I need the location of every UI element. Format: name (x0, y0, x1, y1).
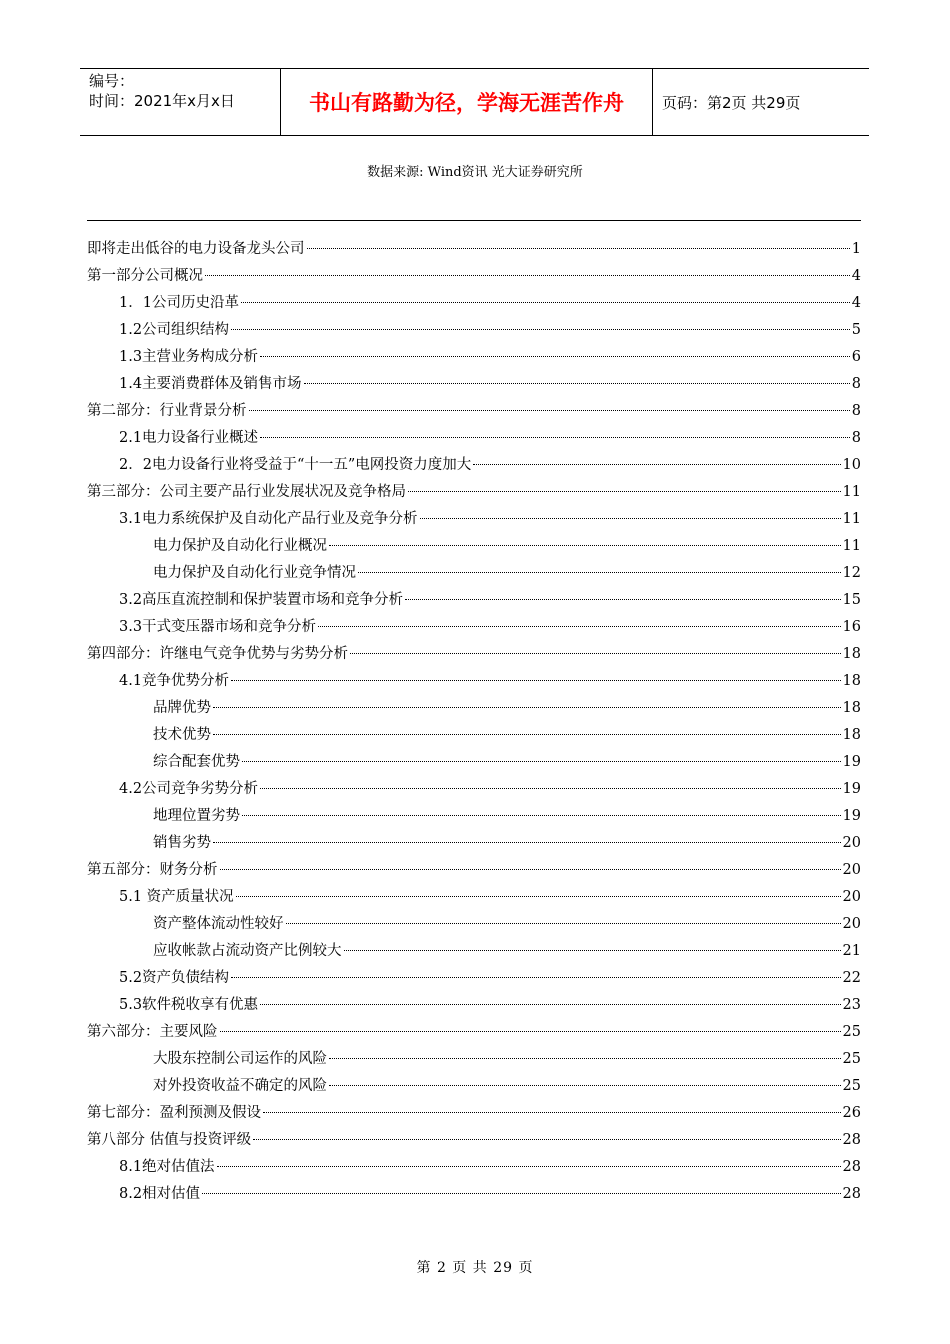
toc-dot-leader (344, 950, 841, 951)
toc-dot-leader (260, 356, 850, 357)
toc-entry[interactable] (87, 803, 861, 830)
toc-entry-title: 8.1绝对估值法 (119, 1159, 215, 1175)
toc-entry-page: 4 (851, 268, 861, 284)
toc-entry[interactable] (87, 506, 861, 533)
toc-entry-page: 20 (842, 889, 861, 905)
toc-entry-page: 25 (842, 1078, 861, 1094)
toc-entry-title: 地理位置劣势 (153, 808, 240, 824)
toc-entry-title: 3.1电力系统保护及自动化产品行业及竞争分析 (119, 511, 418, 527)
page-footer: 第 2 页 共 29 页 (416, 1260, 534, 1276)
toc-entry-title: 1．1公司历史沿革 (119, 295, 239, 311)
toc-entry[interactable] (87, 857, 861, 884)
toc-entry-title: 2．2电力设备行业将受益于“十一五”电网投资力度加大 (119, 457, 472, 473)
toc-entry[interactable] (87, 344, 861, 371)
toc-dot-leader (286, 923, 841, 924)
toc-dot-leader (213, 707, 841, 708)
toc-entry[interactable] (87, 452, 861, 479)
toc-entry-page: 11 (842, 511, 861, 527)
toc-dot-leader (213, 734, 841, 735)
toc-dot-leader (202, 1193, 840, 1194)
toc-entry-page: 10 (842, 457, 861, 473)
toc-entry[interactable] (87, 560, 861, 587)
toc-entry[interactable] (87, 749, 861, 776)
toc-entry-page: 8 (851, 376, 861, 392)
toc-entry-title: 第三部分：公司主要产品行业发展状况及竞争格局 (87, 484, 406, 500)
toc-entry-title: 2.1电力设备行业概述 (119, 430, 259, 446)
toc-dot-leader (205, 275, 850, 276)
toc-entry[interactable] (87, 668, 861, 695)
toc-entry-title: 销售劣势 (153, 835, 211, 851)
toc-entry-page: 11 (842, 538, 861, 554)
header-page-info: 页码：第2页 共29页 (662, 93, 801, 112)
toc-entry-page: 1 (851, 241, 861, 257)
toc-entry-title: 3.2高压直流控制和保护装置市场和竞争分析 (119, 592, 404, 608)
document-time-label: 时间：2021年x月x日 (89, 92, 235, 110)
toc-entry-title: 第四部分：许继电气竞争优势与劣势分析 (87, 646, 348, 662)
toc-dot-leader (260, 788, 840, 789)
toc-entry-page: 20 (842, 862, 861, 878)
header-motto: 书山有路勤为径，学海无涯苦作舟 (281, 69, 653, 135)
document-number-label: 编号： (89, 72, 135, 90)
toc-top-rule (87, 220, 861, 221)
toc-entry-title: 综合配套优势 (153, 754, 240, 770)
toc-entry-page: 12 (842, 565, 861, 581)
toc-dot-leader (329, 1085, 841, 1086)
toc-entry-page: 18 (842, 646, 861, 662)
toc-entry-title: 应收帐款占流动资产比例较大 (153, 943, 342, 959)
toc-entry[interactable] (87, 614, 861, 641)
toc-dot-leader (231, 680, 840, 681)
toc-entry-page: 5 (851, 322, 861, 338)
toc-entry-page: 28 (842, 1186, 861, 1202)
toc-dot-leader (249, 410, 850, 411)
toc-dot-leader (260, 437, 850, 438)
toc-entry-page: 18 (842, 673, 861, 689)
toc-entry[interactable] (87, 1019, 861, 1046)
toc-entry[interactable] (87, 884, 861, 911)
toc-entry-title: 1.4主要消费群体及销售市场 (119, 376, 302, 392)
toc-entry-title: 资产整体流动性较好 (153, 916, 284, 932)
toc-entry-title: 第七部分：盈利预测及假设 (87, 1105, 261, 1121)
toc-dot-leader (217, 1166, 841, 1167)
data-source-note: 数据来源: Wind资讯 光大证券研究所 (367, 165, 583, 180)
header-meta (80, 69, 281, 135)
toc-entry-page: 23 (842, 997, 861, 1013)
toc-entry-page: 15 (842, 592, 861, 608)
toc-dot-leader (420, 518, 841, 519)
toc-dot-leader (408, 491, 841, 492)
toc-entry-title: 电力保护及自动化行业竞争情况 (153, 565, 356, 581)
toc-dot-leader (231, 329, 850, 330)
toc-entry-page: 18 (842, 727, 861, 743)
toc-entry[interactable] (87, 1100, 861, 1127)
toc-entry[interactable] (87, 317, 861, 344)
toc-dot-leader (231, 977, 840, 978)
toc-dot-leader (358, 572, 841, 573)
toc-entry-title: 即将走出低谷的电力设备龙头公司 (87, 241, 305, 257)
toc-entry-title: 1.2公司组织结构 (119, 322, 230, 338)
toc-entry[interactable] (87, 641, 861, 668)
toc-entry[interactable] (87, 1181, 861, 1208)
toc-entry[interactable] (87, 236, 861, 263)
toc-entry-page: 8 (851, 403, 861, 419)
toc-entry-page: 20 (842, 916, 861, 932)
toc-entry[interactable] (87, 965, 861, 992)
toc-entry[interactable] (87, 776, 861, 803)
toc-entry-title: 第六部分：主要风险 (87, 1024, 218, 1040)
toc-entry-page: 26 (842, 1105, 861, 1121)
toc-entry[interactable] (87, 695, 861, 722)
table-of-contents (87, 236, 861, 1208)
toc-dot-leader (329, 545, 841, 546)
toc-dot-leader (329, 1058, 841, 1059)
toc-entry-title: 5.1 资产质量状况 (119, 889, 234, 905)
toc-dot-leader (253, 1139, 840, 1140)
toc-entry[interactable] (87, 722, 861, 749)
toc-entry[interactable] (87, 398, 861, 425)
toc-entry-title: 3.3干式变压器市场和竞争分析 (119, 619, 317, 635)
toc-entry-title: 电力保护及自动化行业概况 (153, 538, 327, 554)
toc-entry-page: 18 (842, 700, 861, 716)
toc-entry[interactable] (87, 587, 861, 614)
toc-entry[interactable] (87, 830, 861, 857)
toc-dot-leader (242, 761, 841, 762)
toc-entry-page: 8 (851, 430, 861, 446)
toc-entry[interactable] (87, 290, 861, 317)
toc-entry-title: 1.3主营业务构成分析 (119, 349, 259, 365)
toc-entry[interactable] (87, 1046, 861, 1073)
toc-entry-page: 19 (842, 781, 861, 797)
toc-entry[interactable] (87, 533, 861, 560)
toc-dot-leader (304, 383, 850, 384)
toc-entry-title: 8.2相对估值 (119, 1186, 201, 1202)
toc-dot-leader (241, 302, 850, 303)
toc-entry[interactable] (87, 911, 861, 938)
toc-dot-leader (213, 842, 841, 843)
toc-entry-page: 11 (842, 484, 861, 500)
toc-entry[interactable] (87, 371, 861, 398)
toc-entry-page: 22 (842, 970, 861, 986)
toc-entry-title: 第二部分：行业背景分析 (87, 403, 247, 419)
toc-entry[interactable] (87, 1073, 861, 1100)
toc-entry-page: 16 (842, 619, 861, 635)
page-header (80, 68, 869, 136)
toc-entry-title: 第五部分：财务分析 (87, 862, 218, 878)
toc-entry-title: 5.2资产负债结构 (119, 970, 230, 986)
toc-entry-title: 第八部分 估值与投资评级 (87, 1132, 252, 1148)
toc-entry-title: 第一部分公司概况 (87, 268, 203, 284)
toc-entry-page: 6 (851, 349, 861, 365)
toc-entry-page: 4 (851, 295, 861, 311)
toc-entry-page: 25 (842, 1051, 861, 1067)
toc-entry[interactable] (87, 425, 861, 452)
toc-entry-page: 21 (842, 943, 861, 959)
toc-entry-page: 20 (842, 835, 861, 851)
toc-entry-title: 4.2公司竞争劣势分析 (119, 781, 259, 797)
toc-entry-title: 品牌优势 (153, 700, 211, 716)
toc-entry[interactable] (87, 1154, 861, 1181)
toc-dot-leader (318, 626, 840, 627)
toc-entry-title: 4.1竞争优势分析 (119, 673, 230, 689)
toc-entry[interactable] (87, 263, 861, 290)
toc-entry-page: 28 (842, 1159, 861, 1175)
toc-entry[interactable] (87, 1127, 861, 1154)
toc-entry-title: 5.3软件税收享有优惠 (119, 997, 259, 1013)
toc-dot-leader (263, 1112, 841, 1113)
toc-entry-page: 28 (842, 1132, 861, 1148)
toc-entry[interactable] (87, 992, 861, 1019)
toc-dot-leader (220, 1031, 841, 1032)
toc-dot-leader (350, 653, 841, 654)
toc-entry-title: 技术优势 (153, 727, 211, 743)
toc-dot-leader (307, 248, 850, 249)
toc-entry-page: 25 (842, 1024, 861, 1040)
toc-entry-title: 大股东控制公司运作的风险 (153, 1051, 327, 1067)
toc-entry-title: 对外投资收益不确定的风险 (153, 1078, 327, 1094)
toc-dot-leader (236, 896, 841, 897)
toc-entry[interactable] (87, 479, 861, 506)
toc-entry-page: 19 (842, 754, 861, 770)
toc-dot-leader (220, 869, 841, 870)
toc-entry-page: 19 (842, 808, 861, 824)
toc-dot-leader (473, 464, 840, 465)
toc-dot-leader (260, 1004, 840, 1005)
toc-entry[interactable] (87, 938, 861, 965)
toc-dot-leader (405, 599, 840, 600)
toc-dot-leader (242, 815, 841, 816)
